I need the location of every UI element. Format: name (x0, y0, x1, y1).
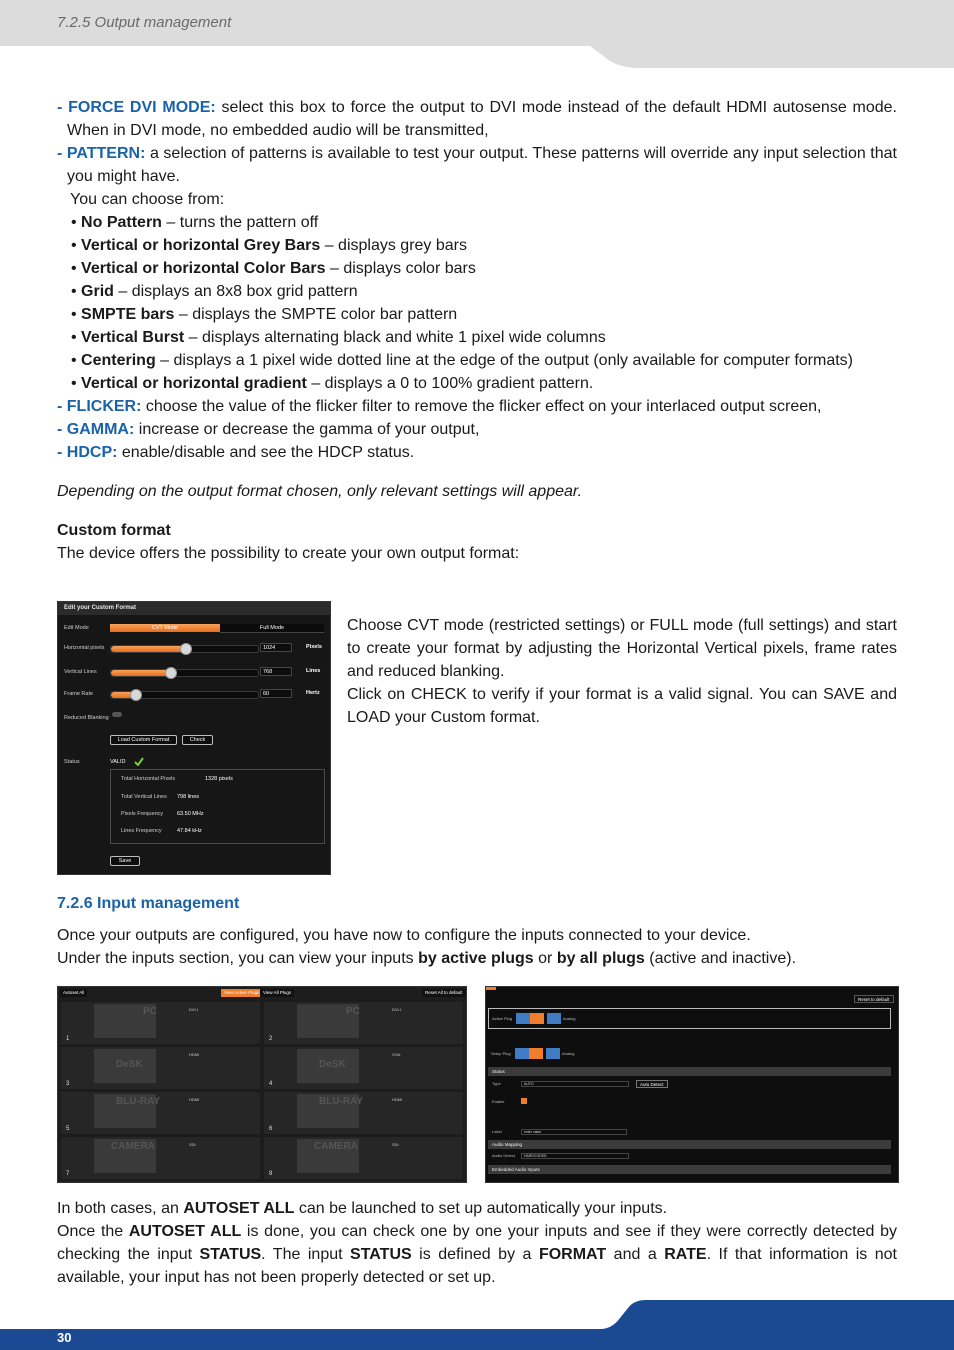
input-tile[interactable]: PC DVI-I 1 (60, 1001, 261, 1045)
list-item: • Centering – displays a 1 pixel wide dotted line at the edge of the output (only available for computer formats) (71, 352, 854, 369)
full-mode-button[interactable]: Full Mode (220, 624, 324, 633)
stat-label: Total Horizontal Pixels (121, 776, 176, 782)
list-item: • No Pattern – turns the pattern off (71, 214, 319, 231)
check-mark-icon (134, 757, 144, 766)
inputs-grid-screenshot (57, 986, 467, 1183)
choose-from-text: You can choose from: (70, 191, 225, 208)
input-tile[interactable]: PC DVI-I 2 (263, 1001, 464, 1045)
custom-desc-2: Click on CHECK to verify if your format is a valid signal. You can SAVE and LOAD your Custom format. (347, 686, 897, 726)
list-item: • Vertical or horizontal Color Bars – displays color bars (71, 260, 476, 277)
hdcp-paragraph: - HDCP: enable/disable and see the HDCP status. (57, 444, 415, 461)
vertical-lines-label: Vertical Lines (64, 669, 97, 675)
autoset-all-button[interactable]: Autoset All (60, 989, 87, 997)
final-paragraph-1: In both cases, an AUTOSET ALL can be launched to set up automatically your inputs. (57, 1200, 668, 1217)
status-band: Status (488, 1067, 891, 1076)
page-number: 30 (57, 1330, 72, 1345)
horizontal-pixels-input[interactable]: 1024 (260, 643, 292, 652)
custom-desc-1: Choose CVT mode (restricted settings) or FULL mode (full settings) and start to create your format by adjusting the Horizontal Vertical pixels, frame rates and reduced blanking. (347, 617, 897, 680)
gamma-paragraph: - GAMMA: increase or decrease the gamma of your output, (57, 421, 480, 438)
horizontal-pixels-knob[interactable] (180, 643, 192, 655)
note-text: Depending on the output format chosen, only relevant settings will appear. (57, 483, 583, 500)
input-paragraph-1: Once your outputs are configured, you have now to configure the inputs connected to your device. (57, 927, 751, 944)
input-section (57, 892, 897, 970)
input-tile[interactable]: DeSK VGA 4 (263, 1046, 464, 1090)
input-tile[interactable]: BLU-RAY HDMI 5 (60, 1091, 261, 1135)
audio-mapping-band: Audio Mapping (488, 1140, 891, 1149)
list-item: • Vertical Burst – displays alternating black and white 1 pixel wide columns (71, 329, 606, 346)
pattern-paragraph: - PATTERN: a selection of patterns is available to test your output. These patterns will override any input selection that you might have. (57, 145, 897, 185)
stat-value: 47.84 kHz (177, 828, 202, 834)
status-value: VALID (110, 759, 126, 765)
edit-mode-label: Edit Mode (64, 625, 89, 631)
view-all-plugs-button[interactable]: View All Plugs (260, 989, 294, 997)
final-paragraph-2: Once the AUTOSET ALL is done, you can check one by one your inputs and see if they were correctly detected by checking the input STATUS. The input STATUS is defined by a FORMAT and a RATE. If that information is not available, your input has not been properly detected or set up. (57, 1223, 897, 1286)
reduced-blanking-label: Reduced Blanking (64, 715, 109, 721)
vertical-lines-input[interactable]: 768 (260, 667, 292, 676)
audio-detect-select[interactable]: HARDCODED (521, 1153, 629, 1159)
setup-plug-row: Setup Plug Analog (488, 1044, 891, 1065)
flicker-paragraph: - FLICKER: choose the value of the flicker filter to remove the flicker effect on your interlaced output screen, (57, 398, 822, 415)
header-title: 7.2.5 Output management (57, 14, 232, 31)
horizontal-pixels-unit: Pixels (306, 644, 322, 650)
horizontal-pixels-fill (111, 646, 184, 652)
list-item: • Grid – displays an 8x8 box grid pattern (71, 283, 358, 300)
auto-detect-button[interactable]: Auto Detect (636, 1080, 668, 1088)
input-tile[interactable]: BLU-RAY HDMI 6 (263, 1091, 464, 1135)
input-tile[interactable]: CAMERA SDI 8 (263, 1136, 464, 1180)
cvt-mode-button[interactable]: CVT Mode (110, 624, 220, 632)
stat-label: Total Vertical Lines (121, 794, 167, 800)
vertical-lines-knob[interactable] (165, 667, 177, 679)
reduced-blanking-toggle[interactable] (112, 712, 122, 717)
list-item: • Vertical or horizontal Grey Bars – displays grey bars (71, 237, 467, 254)
input-tile[interactable]: DeSK HDMI 3 (60, 1046, 261, 1090)
save-button[interactable]: Save (110, 856, 140, 866)
panel-title: Edit your Custom Format (58, 602, 330, 615)
final-text (57, 1197, 897, 1289)
label-input[interactable]: enter value (521, 1129, 627, 1135)
vertical-lines-unit: Lines (306, 668, 321, 674)
body-text (57, 96, 897, 565)
list-item: • SMPTE bars – displays the SMPTE color bar pattern (71, 306, 458, 323)
input-paragraph-2: Under the inputs section, you can view your inputs by active plugs or by all plugs (active and inactive). (57, 950, 797, 967)
view-active-plugs-button[interactable]: View Active Plugs (221, 989, 262, 997)
stat-label: Pixels Frequency (121, 811, 164, 817)
custom-format-intro: The device offers the possibility to create your own output format: (57, 545, 520, 562)
frame-rate-label: Frame Rate (64, 691, 94, 697)
force-dvi-paragraph: - FORCE DVI MODE: select this box to force the output to DVI mode instead of the default HDMI autosense mode. When in DVI mode, no embedded audio will be transmitted, (57, 99, 897, 139)
enable-label: Enable (492, 1099, 505, 1104)
active-plug-row: Active Plug Analog (488, 1008, 891, 1029)
custom-format-screenshot (57, 601, 331, 875)
embedded-audio-band: Embedded Audio Inputs (488, 1165, 891, 1174)
custom-format-title: Custom format (57, 522, 171, 539)
frame-rate-knob[interactable] (130, 689, 142, 701)
input-heading: 7.2.6 Input management (57, 895, 240, 912)
vertical-lines-fill (111, 670, 173, 676)
stat-value: 798 lines (177, 794, 200, 800)
label-label: Label (492, 1129, 502, 1134)
horizontal-pixels-label: Horizontal pixels (64, 645, 105, 651)
audio-detect-label: Audio Detect (492, 1153, 515, 1158)
accent-strip (486, 987, 496, 990)
frame-rate-unit: Hertz (306, 690, 320, 696)
status-label: Status (64, 759, 80, 765)
stat-label: Lines Frequency (121, 828, 162, 834)
list-item: • Vertical or horizontal gradient – displays a 0 to 100% gradient pattern. (71, 375, 594, 392)
input-detail-screenshot (485, 986, 899, 1183)
load-custom-format-button[interactable]: Load Custom Format (110, 735, 177, 745)
footer-band (0, 1300, 954, 1350)
reset-all-button[interactable]: Reset All to default (422, 989, 466, 997)
enable-checkbox[interactable] (521, 1098, 527, 1104)
pattern-list (57, 211, 897, 395)
check-button[interactable]: Check (182, 735, 213, 745)
header-band (0, 0, 954, 68)
reset-to-default-button[interactable]: Reset to default (854, 995, 894, 1003)
input-tile[interactable]: CAMERA SDI 7 (60, 1136, 261, 1180)
frame-rate-input[interactable]: 60 (260, 689, 292, 698)
type-label: Type (492, 1081, 501, 1086)
stat-value: 1328 pixels (205, 776, 233, 782)
stat-value: 63.50 MHz (177, 811, 204, 817)
custom-format-description (347, 614, 897, 729)
type-select[interactable]: AUTO (521, 1081, 629, 1087)
